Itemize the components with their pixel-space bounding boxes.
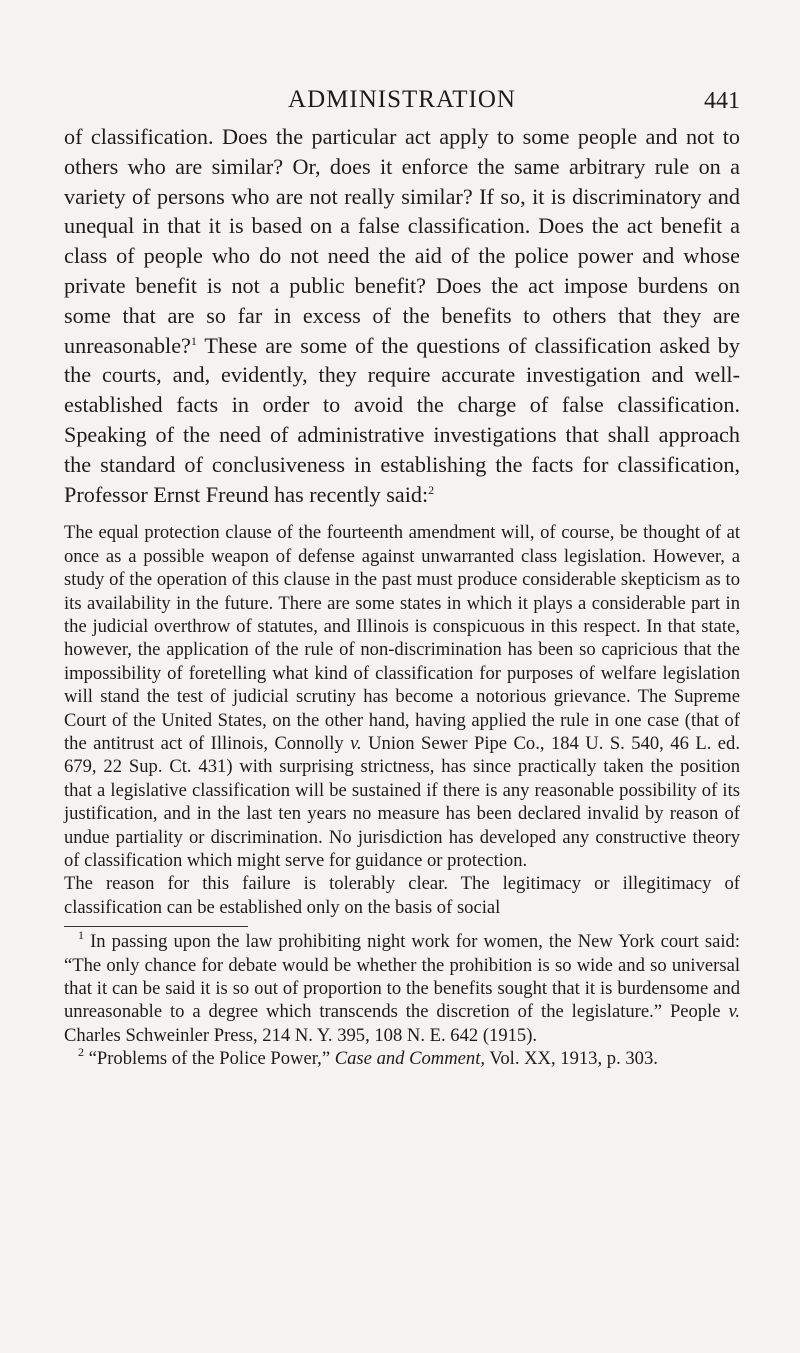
footnote-ref-1: 1: [190, 333, 197, 348]
body-text-part: of classification. Does the particular act apply to some people and not to others who are similar? Or, does it enforce the same arbitrary rule on a variety of persons who are not really similar? If so, it is discriminatory and unequal in that it is based on a false classification. Does the act benefit a class of people who do not need the aid of the police power and whose private benefit is not a public benefit? Does the act impose burdens on some that are so far in excess of the benefits to others that they are unreasonable?: [64, 124, 740, 358]
footnote-text-part: Charles Schweinler Press, 214 N. Y. 395, 108 N. E. 642 (1915).: [64, 1024, 538, 1046]
quote-text-part: The equal protection clause of the fourteenth amendment will, of course, be thought of at once as a possible weapon of defense against unwarranted class legislation. However, a study of the operation of this clause in the past must produce considerable skepticism as to its availability in the future. There are some states in which it plays a considerable part in the judicial overthrow of statutes, and Illinois is conspicuous in this respect. In that state, however, the application of the rule of non-discrimination has been so capricious that the impossibility of foretelling what kind of classification for purposes of welfare legislation will stand the test of judicial scrutiny has become a notorious grievance. The Supreme Court of the United States, on the other hand, having applied the rule in one case (that of the antitrust act of Illinois, Connolly: [64, 522, 740, 755]
footnote-ref-2: 2: [428, 482, 435, 497]
page-number: 441: [704, 88, 740, 114]
footnote-mark: 1: [78, 928, 84, 943]
quote-text-part: Union Sewer Pipe Co., 184 U. S. 540, 46 L. ed. 679, 22 Sup. Ct. 431) with surprising strictness, has since practically taken the position that a legislative classification will be sustained if there is any reasonable possibility of its justification, and in the last ten years no measure has been declared invalid by reason of undue partiality or discrimination. No jurisdiction has developed any constructive theory of classification which might serve for guidance or protection.: [64, 733, 740, 872]
running-title: ADMINISTRATION: [288, 86, 516, 113]
footnote-1: [64, 930, 740, 1047]
footnotes: [64, 930, 740, 1070]
quote-italic-v: v.: [350, 733, 362, 755]
quote-paragraph: [64, 521, 740, 872]
footnote-mark: 2: [78, 1045, 84, 1060]
block-quote: [64, 521, 740, 919]
footnote-italic-title: Case and Comment,: [334, 1048, 486, 1070]
footnote-divider: [64, 926, 248, 927]
body-paragraph: [64, 122, 740, 509]
quote-paragraph: The reason for this failure is tolerably clear. The legitimacy or illegitimacy of classification can be established only on the basis of social: [64, 873, 740, 918]
book-page: [64, 86, 740, 1071]
body-text: [64, 122, 740, 509]
footnote-italic-v: v.: [728, 1001, 740, 1023]
running-head: [64, 86, 740, 122]
footnote-text-part: In passing upon the law prohibiting night work for women, the New York court said: “The only chance for debate would be whether the prohibition is so wide and so universal that it can be said it is so out of proportion to the benefits sought that it is burdensome and unreasonable to a degree which transcends the discretion of the legislature.” People: [64, 931, 740, 1023]
body-text-part: These are some of the questions of classification asked by the courts, and, evidently, they require accurate investigation and well-established facts in order to avoid the charge of false classification. Speaking of the need of administrative investigations that shall approach the standard of conclusiveness in establishing the facts for classification, Professor Ernst Freund has recently said:: [64, 332, 740, 507]
footnote-text-part: “Problems of the Police Power,”: [84, 1048, 335, 1070]
footnote-text-part: Vol. XX, 1913, p. 303.: [485, 1048, 658, 1070]
footnote-2: [64, 1047, 740, 1070]
